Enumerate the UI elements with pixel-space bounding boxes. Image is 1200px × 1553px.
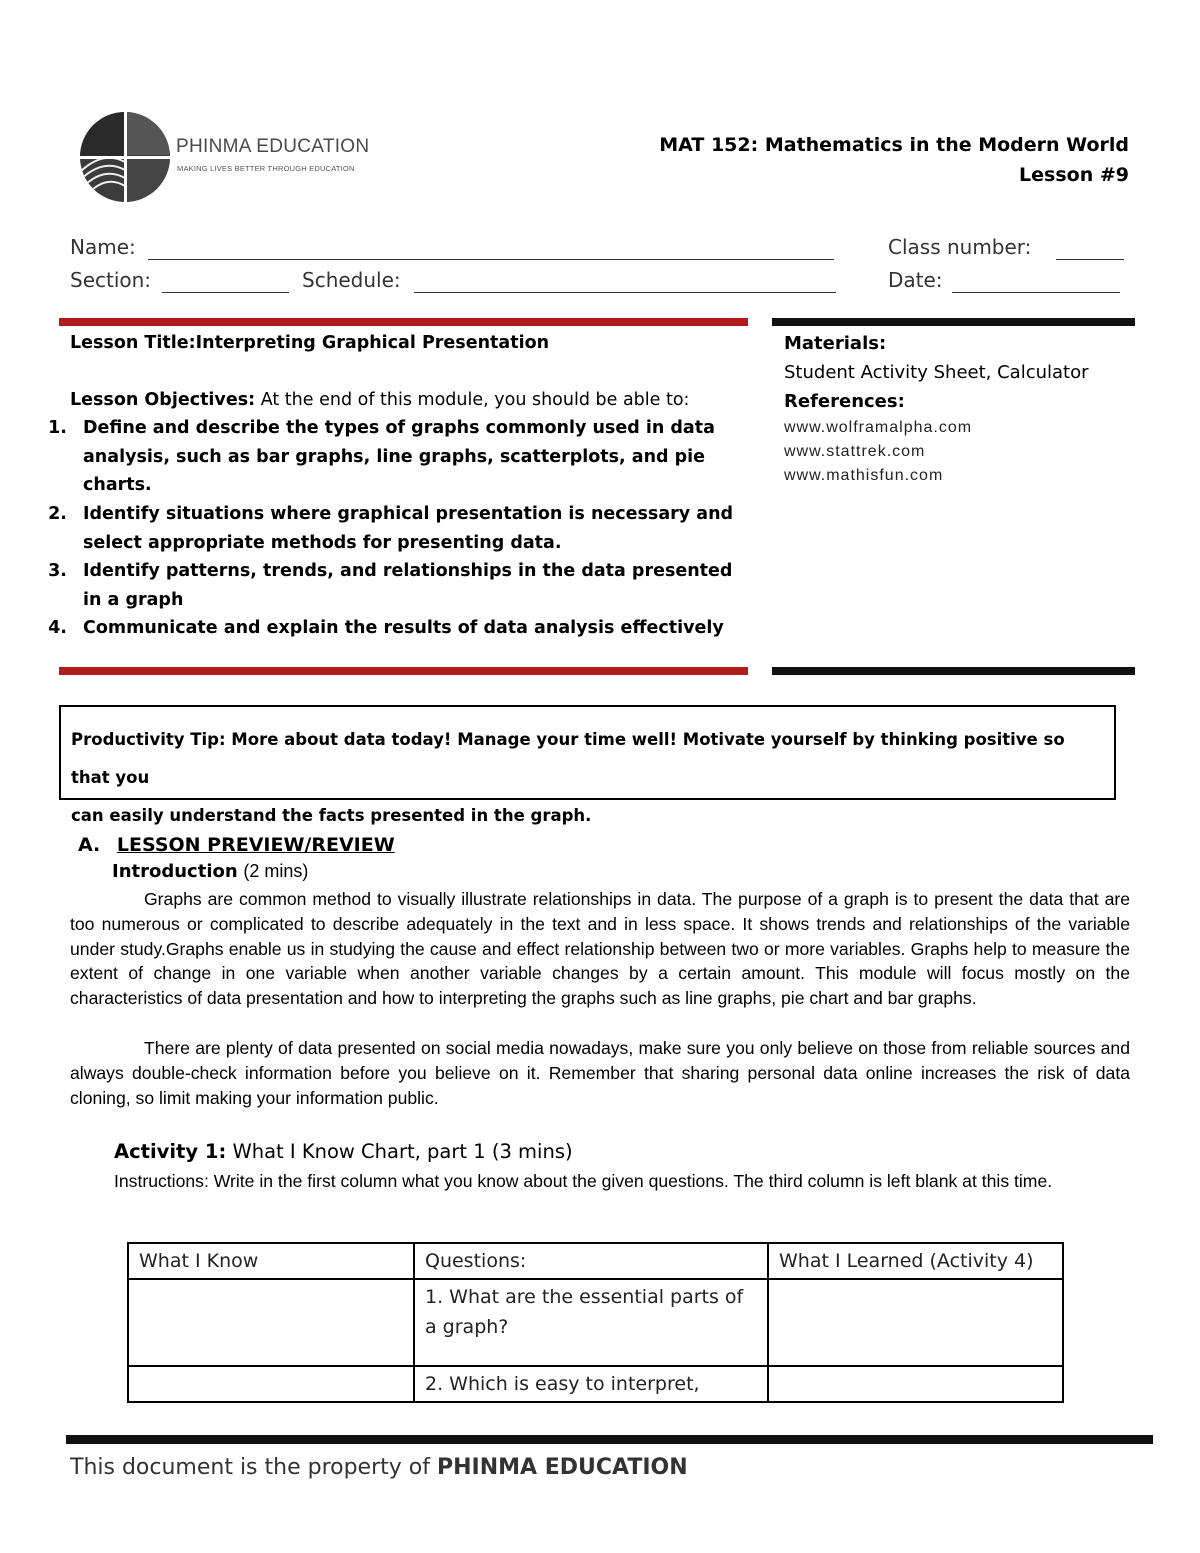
lesson-title — [70, 329, 742, 358]
materials-bottom-bar — [772, 667, 1135, 675]
schedule-input[interactable] — [414, 292, 836, 293]
activity-label: Activity 1: — [114, 1140, 227, 1163]
question-cell: 1. What are the essential parts of a graph? — [414, 1279, 768, 1366]
name-label: Name: — [70, 235, 136, 259]
productivity-tip-line1: Productivity Tip: More about data today! Manage your time well! Motivate yourself by thinking positive so that you — [71, 730, 1065, 787]
footer-bar — [66, 1435, 1153, 1444]
references-label: References: — [784, 391, 905, 412]
column-header: What I Learned (Activity 4) — [768, 1243, 1063, 1279]
reference-link[interactable]: www.mathisfun.com — [784, 467, 944, 484]
lesson-title-label: Lesson Title: — [70, 333, 196, 353]
what-i-learned-cell[interactable] — [768, 1279, 1063, 1366]
introduction-title — [112, 861, 308, 882]
activity-1-heading — [114, 1140, 573, 1163]
what-i-know-table — [127, 1242, 1064, 1403]
reference-link[interactable]: www.stattrek.com — [784, 443, 926, 460]
section-input[interactable] — [162, 292, 289, 293]
date-label: Date: — [888, 268, 943, 292]
course-header — [659, 130, 1129, 190]
section-a-heading — [78, 834, 395, 856]
activity-title: What I Know Chart, part 1 (3 mins) — [232, 1140, 573, 1163]
section-letter: A. — [78, 834, 101, 856]
course-title: MAT 152: Mathematics in the Modern World — [659, 134, 1129, 156]
name-input[interactable] — [148, 259, 834, 260]
objectives-label: Lesson Objectives: — [70, 389, 256, 410]
table-row — [128, 1366, 1063, 1402]
lesson-info — [70, 329, 742, 643]
footer-text: This document is the property of — [70, 1455, 430, 1480]
lesson-number: Lesson #9 — [1019, 164, 1129, 186]
question-cell: 2. Which is easy to interpret, — [414, 1366, 768, 1402]
table-row — [128, 1279, 1063, 1366]
reference-link[interactable]: www.wolframalpha.com — [784, 419, 973, 436]
table-header-row — [128, 1243, 1063, 1279]
objectives-intro-text: At the end of this module, you should be able to: — [260, 389, 690, 410]
lesson-objectives-intro — [70, 386, 742, 415]
materials-top-bar — [772, 318, 1135, 326]
class-number-input[interactable] — [1056, 259, 1124, 260]
intro-time: (2 mins) — [243, 861, 309, 881]
what-i-learned-cell[interactable] — [768, 1366, 1063, 1402]
footer — [70, 1455, 688, 1480]
column-header: Questions: — [414, 1243, 768, 1279]
class-number-label: Class number: — [888, 235, 1032, 259]
section-title: LESSON PREVIEW/REVIEW — [116, 834, 395, 856]
footer-owner: PHINMA EDUCATION — [436, 1455, 688, 1480]
intro-title-text: Introduction — [112, 861, 238, 882]
activity-instructions: Instructions: Write in the first column what you know about the given questions. The third column is left blank at this time. — [114, 1171, 1053, 1191]
what-i-know-cell[interactable] — [128, 1366, 414, 1402]
date-input[interactable] — [952, 292, 1120, 293]
intro-paragraph-1: Graphs are common method to visually illustrate relationships in data. The purpose of a graph is to present the data that are too numerous or complicated to describe adequately in the text and in less space. It shows trends and relationships of the variable under study.Graphs enable us in studying the cause and effect relationship between two or more variables. Graphs help to measure the extent of change in one variable when another variable changes by a certain amount. This module will focus mostly on the characteristics of data presentation and how to interpreting the graphs such as line graphs, pie chart and bar graphs. — [70, 889, 1130, 1009]
logo-tagline: MAKING LIVES BETTER THROUGH EDUCATION — [177, 164, 355, 173]
what-i-know-cell[interactable] — [128, 1279, 414, 1366]
section-label: Section: — [70, 268, 152, 292]
materials-panel — [784, 329, 1129, 488]
objective-item: 4. Communicate and explain the results of data analysis effectively — [73, 614, 742, 643]
productivity-tip-box — [59, 705, 1116, 825]
column-header: What I Know — [128, 1243, 414, 1279]
materials-items: Student Activity Sheet, Calculator — [784, 362, 1089, 383]
productivity-tip-line2: can easily understand the facts presented in the graph. — [71, 806, 592, 825]
objective-item: 3. Identify patterns, trends, and relationships in the data presented in a graph — [73, 557, 742, 614]
schedule-label: Schedule: — [302, 268, 401, 292]
intro-paragraph-2: There are plenty of data presented on social media nowadays, make sure you only believe on those from reliable sources and always double-check information before you believe on it. Remember that sharing personal data online increases the risk of data cloning, so limit making your information public. — [70, 1038, 1130, 1108]
lesson-bottom-bar — [59, 667, 748, 675]
lesson-title-text: Interpreting Graphical Presentation — [195, 333, 550, 353]
lesson-top-bar — [59, 318, 748, 326]
materials-label: Materials: — [784, 333, 887, 354]
logo-name: PHINMA EDUCATION — [176, 136, 370, 157]
objectives-list — [0, 414, 742, 643]
objective-item: 1. Define and describe the types of graphs commonly used in data analysis, such as bar graphs, line graphs, scatterplots, and pie charts. — [73, 414, 742, 500]
objective-item: 2. Identify situations where graphical presentation is necessary and select appropriate methods for presenting data. — [73, 500, 742, 557]
